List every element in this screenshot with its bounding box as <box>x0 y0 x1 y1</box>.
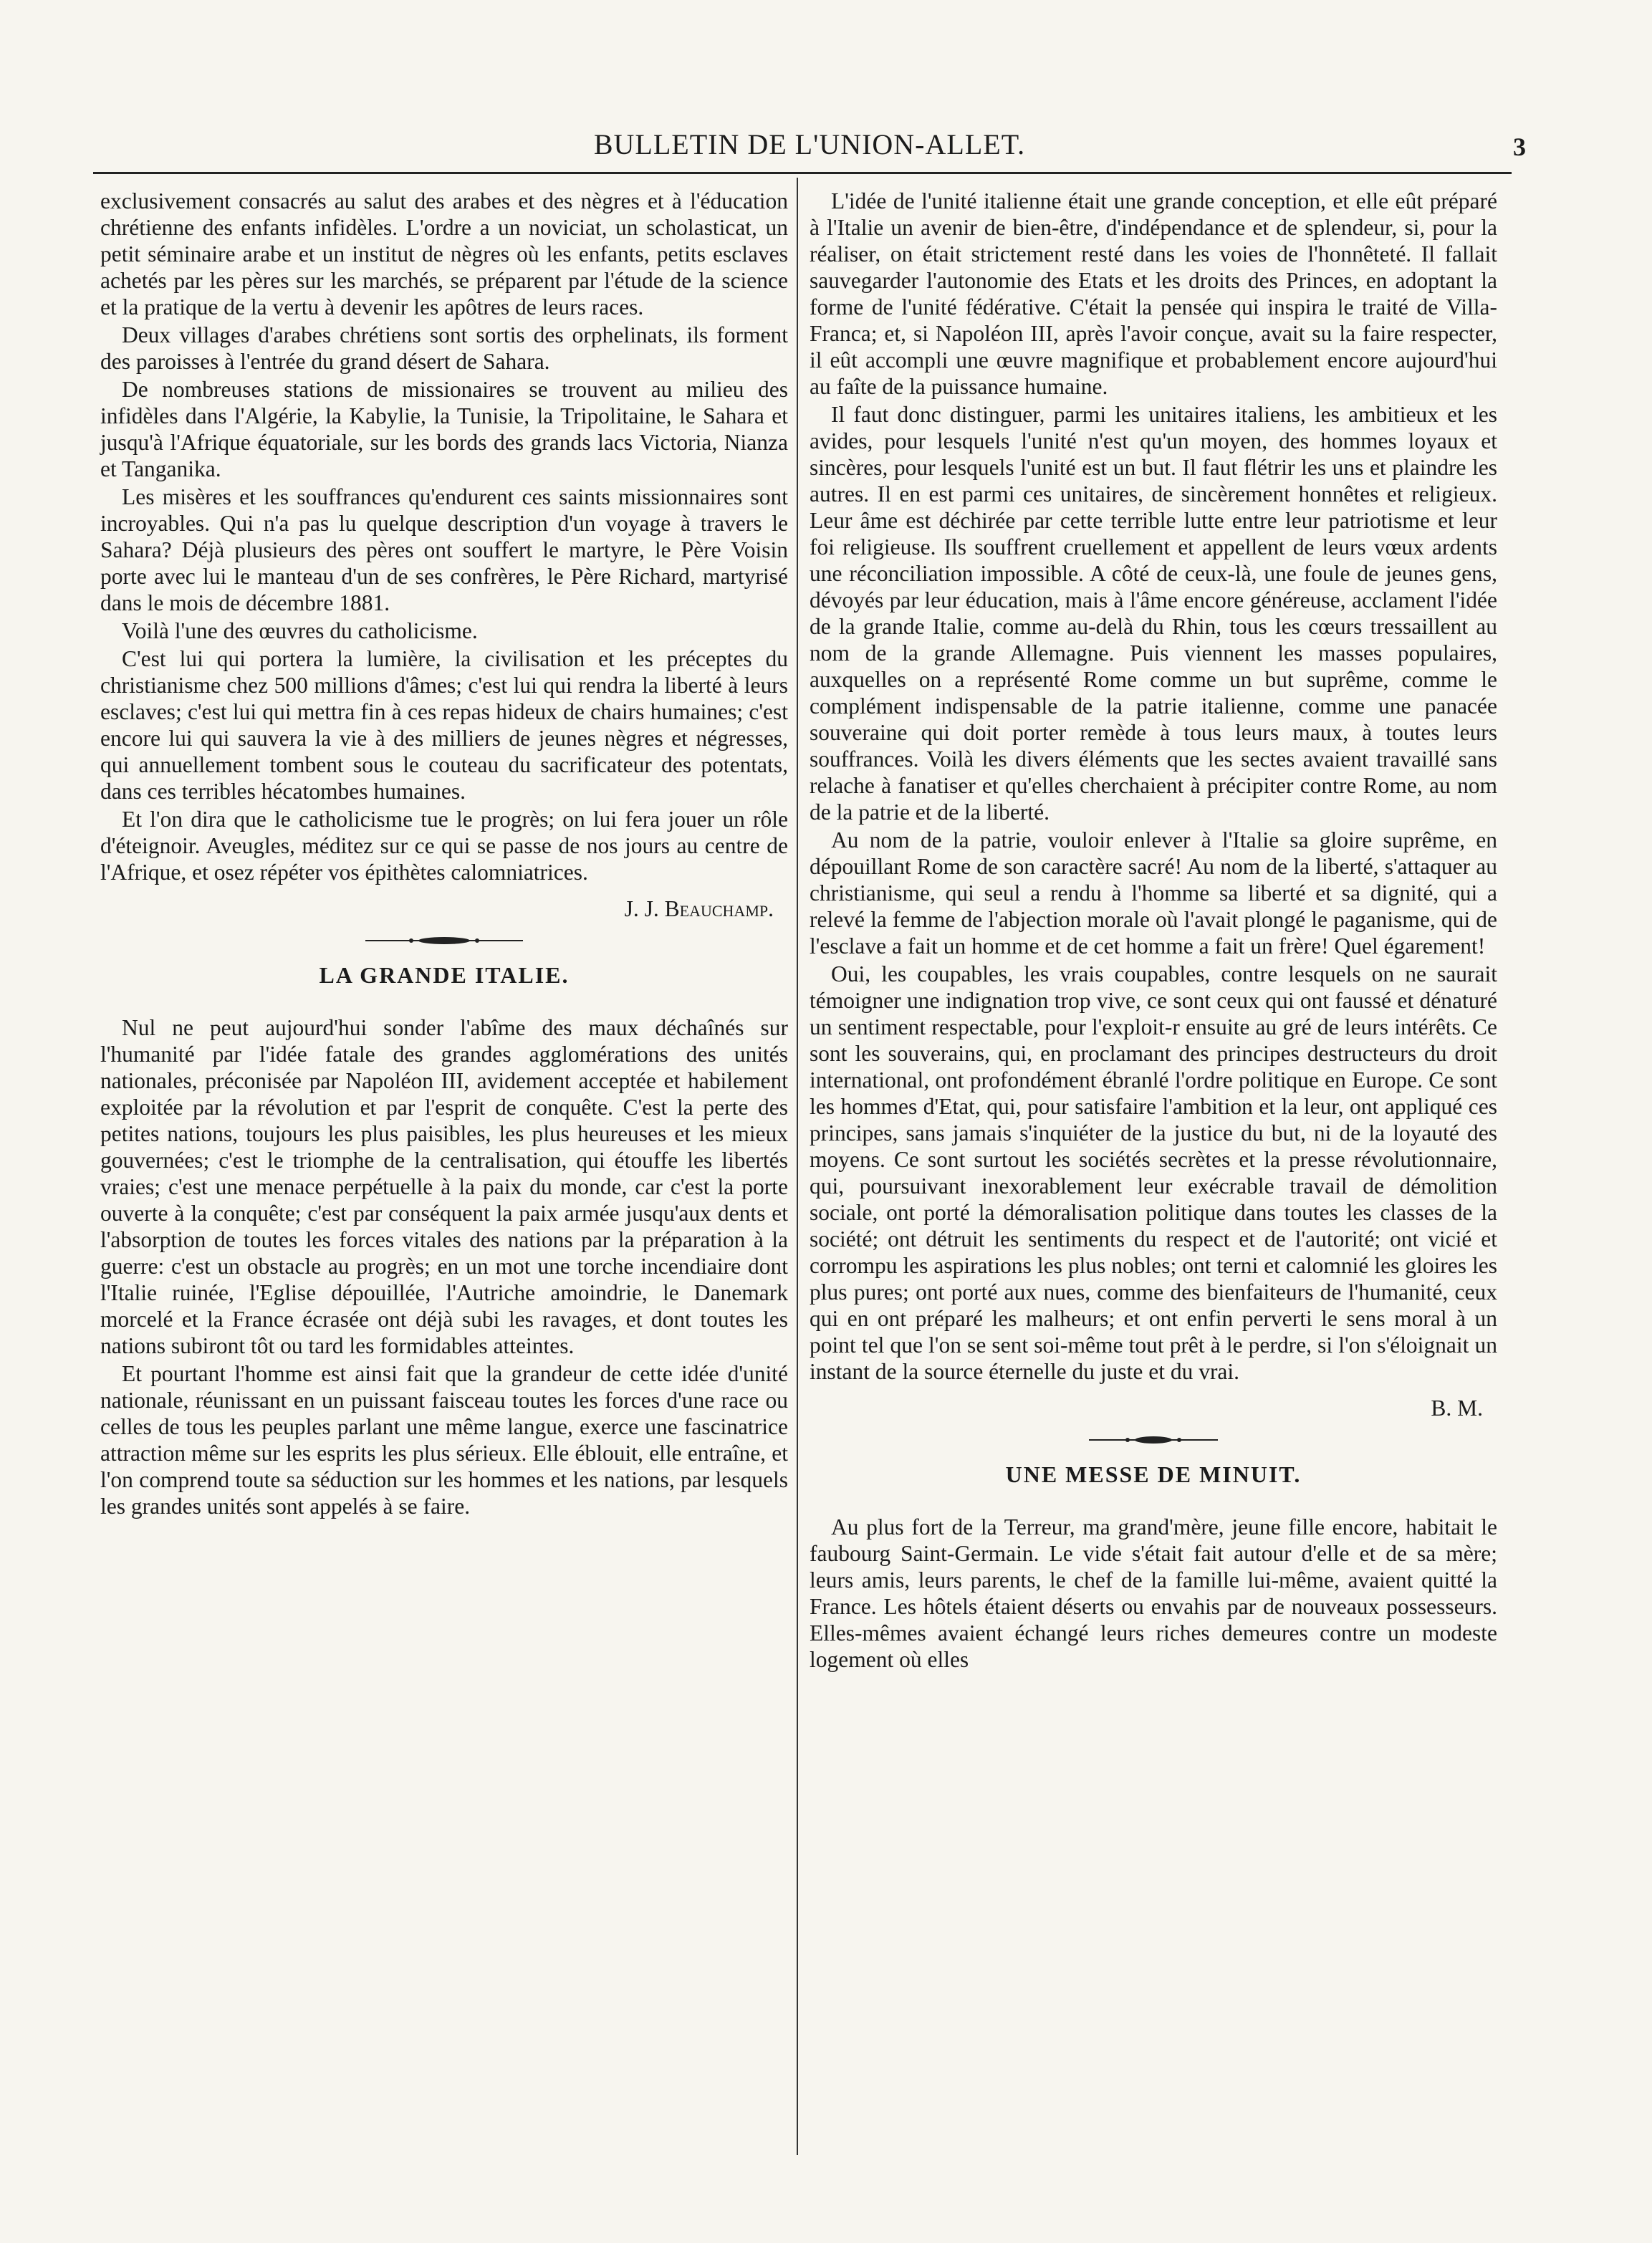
paragraph: Les misères et les souffrances qu'endurent ces saints missionnaires sont incroyables. Qui n'a pas lu quelque description d'un voyage à travers le Sahara? Déjà plusieurs des pères ont souffert le martyre, le Père Voisin porte avec lui le manteau d'un de ses confrères, le Père Richard, martyrisé dans le mois de décembre 1881. <box>100 484 788 615</box>
paragraph: exclusivement consacrés au salut des arabes et des nègres et à l'éducation chrétienne des enfants infidèles. L'ordre a un noviciat, un scholasticat, un petit séminaire arabe et un institut de nègres où les enfants, petits esclaves achetés par les pères sur les marchés, se préparent par l'étude de la science et la pratique de la vertu à devenir les apôtres de leurs races. <box>100 188 788 320</box>
paragraph: Oui, les coupables, les vrais coupables, contre lesquels on ne saurait témoigner une indignation trop vive, ce sont ceux qui ont faussé et dénaturé un sentiment respectable, pour l'exploit-r ensuite au gré de leurs intérêts. Ce sont les souverains, qui, en proclamant des principes destructeurs du droit international, ont profondément ébranlé l'ordre politique en Europe. Ce sont les hommes d'Etat, qui, pour satisfaire l'ambition et la leur, ont appliqué ces principes, sans jamais s'inquiéter de la justice du but, ni de la loyauté des moyens. Ce sont surtout les sociétés secrètes et la presse révolutionnaire, qui, poursuivant inexorablement leur exécrable travail de démolition sociale, ont porté la démoralisation politique dans toutes les classes de la société; ont détruit les sentiments du respect et de l'autorité; ont vicié et corrompu les aspirations les plus nobles; ont terni et calomnié les gloires les plus pures; ont porté aux nues, comme des bienfaiteurs de l'humanité, ceux qui en ont préparé les malheurs; et ont enfin perverti le sens moral à un point tel que l'on se sent soi-même tout prêt à le perdre, si l'on s'éloignait un instant de la source éternelle du juste et du vrai. <box>810 961 1497 1384</box>
article-heading: UNE MESSE DE MINUIT. <box>1005 1461 1302 1487</box>
article-signature: J. J. Beauchamp. <box>624 896 774 921</box>
article-heading: LA GRANDE ITALIE. <box>319 962 570 988</box>
paragraph: L'idée de l'unité italienne était une grande conception, et elle eût préparé à l'Italie un avenir de bien-être, d'indépendance et de splendeur, si, pour la réaliser, on était strictement resté dans les voies de l'honnêteté. Il fallait sauvegarder l'autonomie des Etats et les droits des Princes, en adoptant la forme de l'unité fédérative. C'était la pensée qui inspira le traité de Villa-Franca; et, si Napoléon III, après l'avoir conçue, avait su la faire respecter, il eût accompli une œuvre magnifique et probablement encore aujourd'hui au faîte de la puissance humaine. <box>810 188 1497 399</box>
paragraph: Au plus fort de la Terreur, ma grand'mère, jeune fille encore, habitait le faubourg Saint-Germain. Le vide s'était fait autour d'elle et de sa mère; leurs amis, leurs parents, le chef de la famille lui-même, avaient quitté la France. Les hôtels étaient déserts ou envahis par de nouveaux possesseurs. Elles-mêmes avaient échangé leurs riches demeures contre un modeste logement où elles <box>810 1514 1497 1672</box>
article-signature: B. M. <box>1431 1396 1483 1421</box>
left-column <box>100 188 788 1521</box>
paragraph: Voilà l'une des œuvres du catholicisme. <box>122 618 478 643</box>
paragraph: Deux villages d'arabes chrétiens sont sortis des orphelinats, ils forment des paroisses à l'entrée du grand désert de Sahara. <box>100 322 788 374</box>
page-header <box>93 122 1526 172</box>
paragraph: C'est lui qui portera la lumière, la civilisation et les préceptes du christianisme chez 500 millions d'âmes; c'est lui qui rendra la liberté à leurs esclaves; c'est lui qui mettra fin à ces repas hideux de chairs humaines; c'est encore lui qui sauvera la vie à des milliers de jeunes nègres et négresses, qui annuellement tombent sous le couteau du sacrificateur des potentats, dans ces terribles hécatombes humaines. <box>100 646 788 804</box>
paragraph: Il faut donc distinguer, parmi les unitaires italiens, les ambitieux et les avides, pour lesquels l'unité n'est qu'un moyen, des hommes loyaux et sincères, pour lesquels l'unité est un but. Il faut flétrir les uns et plaindre les autres. Il en est parmi ces unitaires, de sincèrement honnêtes et religieux. Leur âme est déchirée par cette terrible lutte entre leur patriotisme et leur foi religieuse. Ils souffrent cruellement et appellent de leurs vœux ardents une réconciliation impossible. A côté de ceux-là, une foule de jeunes gens, dévoyés par leur éducation, mais à l'âme encore généreuse, acclament l'idée de la grande Italie, comme au-delà du Rhin, tous les cœurs tressaillent au nom de la grande Allemagne. Puis viennent les masses populaires, auxquelles on a représenté Rome comme un but suprême, comme le complément indispensable de la patrie italienne, comme une panacée souveraine qui doit porter remède à tous leurs maux, à toutes leurs souffrances. Voilà les divers éléments que les sectes avaient travaillé sans relache à fanatiser et qu'elles cherchaient à précipiter contre Rome, au nom de la patrie et de la liberté. <box>810 402 1497 825</box>
ornament-divider-icon <box>365 935 523 946</box>
right-column <box>810 188 1497 1674</box>
column-divider <box>797 178 798 2155</box>
paragraph: Et pourtant l'homme est ainsi fait que la grandeur de cette idée d'unité nationale, réunissant en un puissant faisceau toutes les forces d'une race ou celles de tous les peuples parlant une même langue, exerce une fascinatrice attraction même sur les esprits les plus sérieux. Elle éblouit, elle entraîne, et l'on comprend toute sa séduction sur les hommes et les nations, par lesquels les grandes unités sont appelés à se faire. <box>100 1361 788 1519</box>
page-number: 3 <box>1513 133 1526 161</box>
paragraph: Nul ne peut aujourd'hui sonder l'abîme des maux déchaînés sur l'humanité par l'idée fatale des grandes agglomérations des unités nationales, préconisée par Napoléon III, avidement acceptée et habilement exploitée par la révolution et par l'esprit de conquête. C'est la perte des petites nations, toujours les plus paisibles, les plus heureuses et les mieux gouvernées; c'est le triomphe de la centralisation, qui étouffe les libertés vraies; c'est une menace perpétuelle à la paix du monde, car c'est la porte ouverte à la conquête; c'est par conséquent la paix armée jusqu'aux dents et l'absorption de toutes les forces vitales des nations par la préparation à la guerre: c'est un obstacle au progrès; en un mot une torche incendiaire dont l'Italie ruinée, l'Eglise dépouillée, l'Autriche amoindrie, le Danemark morcelé et la France écrasée ont déjà subi les ravages, et dont toutes les nations subiront tôt ou tard les formidables atteintes. <box>100 1015 788 1358</box>
paragraph: Et l'on dira que le catholicisme tue le progrès; on lui fera jouer un rôle d'éteignoir. Aveugles, méditez sur ce qui se passe de nos jours au centre de l'Afrique, et osez répéter vos épithètes calomniatrices. <box>100 807 788 885</box>
paragraph: Au nom de la patrie, vouloir enlever à l'Italie sa gloire suprême, en dépouillant Rome de son caractère sacré! Au nom de la liberté, s'attaquer au christianisme, qui seul a rendu à l'homme sa liberté et sa dignité, qui a relevé la femme de l'abjection morale où l'avait plongé le paganisme, qui de l'esclave a fait un homme et de cet homme a fait un frère! Quel égarement! <box>810 827 1497 959</box>
ornament-divider-icon <box>1089 1434 1218 1446</box>
running-title: BULLETIN DE L'UNION-ALLET. <box>593 128 1026 160</box>
header-rule <box>93 172 1512 174</box>
paragraph: De nombreuses stations de missionaires se trouvent au milieu des infidèles dans l'Algérie, la Kabylie, la Tunisie, la Tripolitaine, le Sahara et jusqu'à l'Afrique équatoriale, sur les bords des grands lacs Victoria, Nianza et Tanganika. <box>100 377 788 481</box>
